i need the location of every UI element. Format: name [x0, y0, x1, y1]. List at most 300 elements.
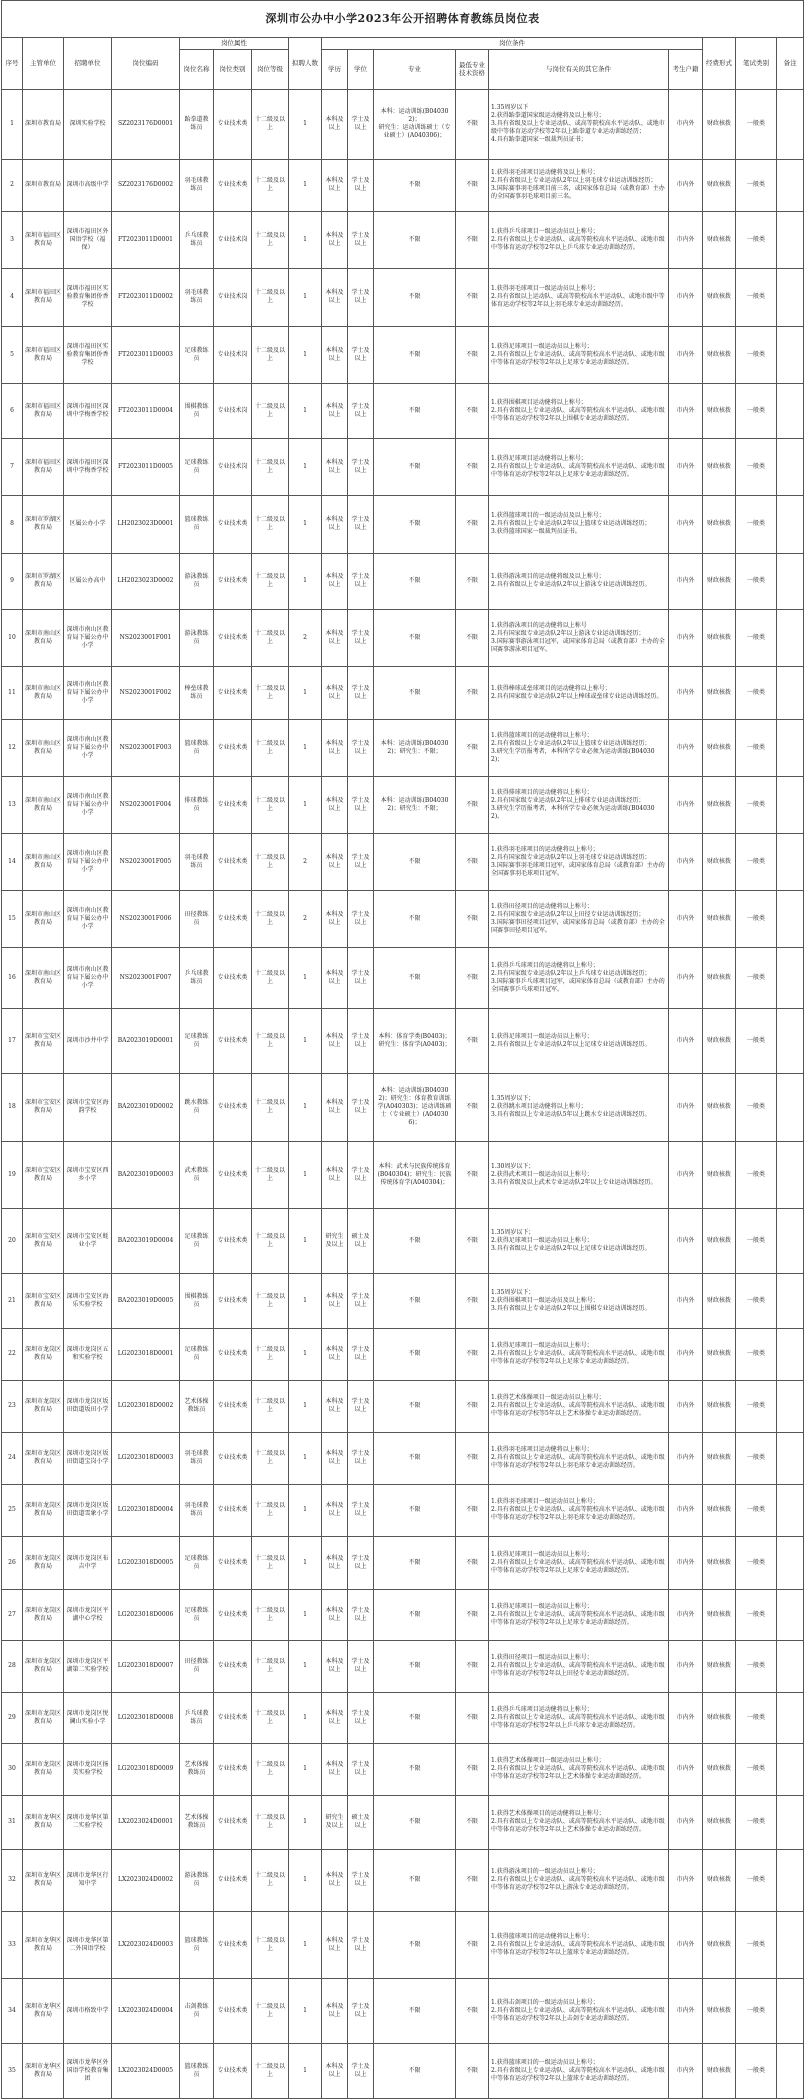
unit-cell: 深圳市龙华区第二实验学校 [64, 1795, 112, 1849]
hire-count-cell: 1 [289, 1141, 322, 1208]
funding-cell: 财政核拨 [703, 268, 736, 326]
unit-cell: 深圳市龙岗区平湖第二实验学校 [64, 1640, 112, 1692]
row-no-cell: 24 [2, 1432, 23, 1484]
position-name-cell: 跳水教练员 [180, 1073, 214, 1141]
dept-cell: 深圳市龙岗区教育局 [23, 1692, 64, 1743]
unit-cell: 深圳市南山区教育局下属公办中小学 [64, 666, 112, 719]
major-cell: 本科：体育学类(B0403)；研究生：体育学(A0403)； [374, 1008, 456, 1073]
funding-cell: 财政核拨 [703, 776, 736, 833]
remark-cell [777, 947, 804, 1008]
education-cell: 本科及以上 [322, 553, 348, 609]
position-code-cell: BA2023019D0005 [112, 1273, 180, 1328]
position-name-cell: 足球教练员 [180, 1589, 214, 1640]
exam-type-cell: 一般类 [736, 1795, 777, 1849]
table-row [2, 1589, 804, 1640]
hukou-cell: 市内外 [669, 1640, 703, 1692]
dept-cell: 深圳市龙岗区教育局 [23, 1640, 64, 1692]
dept-cell: 深圳市龙岗区教育局 [23, 1536, 64, 1589]
row-no-cell: 31 [2, 1795, 23, 1849]
position-name-cell: 足球教练员 [180, 438, 214, 495]
row-no-cell: 19 [2, 1141, 23, 1208]
major-cell: 本科：运动训练(B040302)；研究生：不限； [374, 719, 456, 776]
remark-cell [777, 2043, 804, 2098]
hire-count-cell: 2 [289, 833, 322, 890]
position-name-cell: 羽毛球教练员 [180, 159, 214, 211]
funding-cell: 财政核拨 [703, 666, 736, 719]
hire-count-cell: 1 [289, 1911, 322, 1978]
exam-type-cell: 一般类 [736, 553, 777, 609]
exam-type-cell: 一般类 [736, 383, 777, 438]
hukou-cell: 市内外 [669, 1795, 703, 1849]
position-code-cell: LX2023024D0001 [112, 1795, 180, 1849]
funding-cell: 财政核拨 [703, 890, 736, 947]
conditions-cell: 1.获得足球项目一级运动员以上称号； 2.具有省级以上专业运动队、或高等院校高水平运动队、或地市级中等体育运动学校等2年以上足球专业运动训练经历。 [489, 1589, 669, 1640]
funding-cell: 财政核拨 [703, 211, 736, 268]
hire-count-cell: 1 [289, 553, 322, 609]
level-cell: 十二级及以上 [252, 268, 289, 326]
major-cell: 不限 [374, 1640, 456, 1692]
table-row [2, 890, 804, 947]
education-cell: 本科及以上 [322, 1536, 348, 1589]
position-name-cell: 篮球教练员 [180, 495, 214, 553]
category-cell: 专业技术类 [214, 1911, 252, 1978]
hire-count-cell: 1 [289, 268, 322, 326]
row-no-cell: 13 [2, 776, 23, 833]
table-row [2, 326, 804, 383]
exam-type-cell: 一般类 [736, 1432, 777, 1484]
hire-count-cell: 1 [289, 2043, 322, 2098]
education-cell: 本科及以上 [322, 833, 348, 890]
degree-cell: 学士及以上 [348, 1743, 374, 1795]
hire-count-cell: 1 [289, 1380, 322, 1432]
position-name-cell: 足球教练员 [180, 1208, 214, 1273]
major-cell: 不限 [374, 1536, 456, 1589]
hire-count-cell: 1 [289, 1743, 322, 1795]
education-cell: 本科及以上 [322, 666, 348, 719]
position-name-cell: 足球教练员 [180, 1328, 214, 1380]
min-qualification-cell: 不限 [456, 2043, 489, 2098]
unit-cell: 深圳市沙井中学 [64, 1008, 112, 1073]
unit-cell: 深圳市宝安区西乡小学 [64, 1141, 112, 1208]
table-row [2, 495, 804, 553]
header-level: 岗位等级 [252, 49, 289, 89]
hire-count-cell: 1 [289, 495, 322, 553]
funding-cell: 财政核拨 [703, 1484, 736, 1536]
hukou-cell: 市内外 [669, 89, 703, 159]
level-cell: 十二级及以上 [252, 947, 289, 1008]
position-code-cell: BA2023019D0004 [112, 1208, 180, 1273]
position-code-cell: LX2023024D0002 [112, 1849, 180, 1911]
min-qualification-cell: 不限 [456, 1849, 489, 1911]
hire-count-cell: 1 [289, 1849, 322, 1911]
level-cell: 十二级及以上 [252, 1380, 289, 1432]
funding-cell: 财政核拨 [703, 947, 736, 1008]
category-cell: 专业技术类 [214, 1795, 252, 1849]
position-name-cell: 羽毛球教练员 [180, 1484, 214, 1536]
hire-count-cell: 2 [289, 890, 322, 947]
remark-cell [777, 1589, 804, 1640]
exam-type-cell: 一般类 [736, 1273, 777, 1328]
unit-cell: 深圳市龙华区第二外国语学校 [64, 1911, 112, 1978]
row-no-cell: 6 [2, 383, 23, 438]
hukou-cell: 市内外 [669, 666, 703, 719]
education-cell: 研究生及以上 [322, 1208, 348, 1273]
position-name-cell: 排球教练员 [180, 776, 214, 833]
education-cell: 本科及以上 [322, 1141, 348, 1208]
remark-cell [777, 1911, 804, 1978]
hukou-cell: 市内外 [669, 2043, 703, 2098]
dept-cell: 深圳市龙岗区教育局 [23, 1328, 64, 1380]
dept-cell: 深圳市龙岗区教育局 [23, 1743, 64, 1795]
conditions-cell: 1.获得乒乓球项目的运动健将以上称号； 2.具有国家级专业运动队2年以上乒乓球专业运动训练经历； 3.国际赛事乒乓球项目冠军，或国家体育总局（或教育部）主办的全国赛事乒乓球项目冠军。 [489, 947, 669, 1008]
category-cell: 专业技术类 [214, 833, 252, 890]
conditions-cell: 1.获得足球项目一级运动员以上称号； 2.具有省级以上专业运动队、或高等院校高水平运动队、或地市级中等体育运动学校等2年以上足球专业运动训练经历。 [489, 1328, 669, 1380]
row-no-cell: 21 [2, 1273, 23, 1328]
position-code-cell: FT2023011D0002 [112, 268, 180, 326]
conditions-cell: 1.获得足球项目一级运动员以上称号； 2.具有省级以上专业运动队2年以上足球专业运动训练经历。 [489, 1008, 669, 1073]
major-cell: 不限 [374, 1380, 456, 1432]
education-cell: 本科及以上 [322, 1589, 348, 1640]
row-no-cell: 12 [2, 719, 23, 776]
row-no-cell: 8 [2, 495, 23, 553]
remark-cell [777, 776, 804, 833]
major-cell: 不限 [374, 609, 456, 666]
row-no-cell: 3 [2, 211, 23, 268]
major-cell: 不限 [374, 1692, 456, 1743]
hire-count-cell: 1 [289, 1536, 322, 1589]
exam-type-cell: 一般类 [736, 1536, 777, 1589]
major-cell: 不限 [374, 1849, 456, 1911]
hire-count-cell: 1 [289, 947, 322, 1008]
header-dept: 主管单位 [23, 38, 64, 90]
position-name-cell: 羽毛球教练员 [180, 268, 214, 326]
major-cell: 不限 [374, 666, 456, 719]
position-name-cell: 足球教练员 [180, 326, 214, 383]
degree-cell: 学士及以上 [348, 776, 374, 833]
exam-type-cell: 一般类 [736, 1208, 777, 1273]
min-qualification-cell: 不限 [456, 1536, 489, 1589]
category-cell: 专业技术岗 [214, 326, 252, 383]
conditions-cell: 1.获得田径项目的运动健将以上称号； 2.具有国家级专业运动队2年以上田径专业运动训练经历； 3.国际赛事田径项目冠军，或国家体育总局（或教育部）主办的全国赛事田径项目冠军。 [489, 890, 669, 947]
major-cell: 不限 [374, 833, 456, 890]
row-no-cell: 28 [2, 1640, 23, 1692]
degree-cell: 学士及以上 [348, 553, 374, 609]
exam-type-cell: 一般类 [736, 1849, 777, 1911]
header-edu: 学历 [322, 49, 348, 89]
position-name-cell: 艺术体操教练员 [180, 1795, 214, 1849]
position-name-cell: 乒乓球教练员 [180, 947, 214, 1008]
min-qualification-cell: 不限 [456, 1073, 489, 1141]
hukou-cell: 市内外 [669, 159, 703, 211]
hukou-cell: 市内外 [669, 268, 703, 326]
hukou-cell: 市内外 [669, 1073, 703, 1141]
position-name-cell: 足球教练员 [180, 1536, 214, 1589]
degree-cell: 学士及以上 [348, 890, 374, 947]
degree-cell: 学士及以上 [348, 609, 374, 666]
level-cell: 十二级及以上 [252, 2043, 289, 2098]
remark-cell [777, 495, 804, 553]
funding-cell: 财政核拨 [703, 438, 736, 495]
position-name-cell: 足球教练员 [180, 1008, 214, 1073]
level-cell: 十二级及以上 [252, 1141, 289, 1208]
conditions-cell: 1.获得足球项目一级运动员以上称号； 2.具有省级以上专业运动队、或高等院校高水平运动队、或地市级中等体育运动学校等2年以上足球专业运动训练经历。 [489, 326, 669, 383]
hukou-cell: 市内外 [669, 890, 703, 947]
hire-count-cell: 1 [289, 1073, 322, 1141]
header-unit: 招聘单位 [64, 38, 112, 90]
major-cell: 不限 [374, 553, 456, 609]
hire-count-cell: 1 [289, 438, 322, 495]
education-cell: 本科及以上 [322, 776, 348, 833]
dept-cell: 深圳市南山区教育局 [23, 609, 64, 666]
category-cell: 专业技术岗 [214, 438, 252, 495]
hukou-cell: 市内外 [669, 438, 703, 495]
dept-cell: 深圳市龙华区教育局 [23, 1978, 64, 2043]
table-row [2, 1978, 804, 2043]
table-row [2, 1073, 804, 1141]
degree-cell: 学士及以上 [348, 947, 374, 1008]
position-code-cell: BA2023019D0002 [112, 1073, 180, 1141]
degree-cell: 学士及以上 [348, 1911, 374, 1978]
funding-cell: 财政核拨 [703, 159, 736, 211]
min-qualification-cell: 不限 [456, 1743, 489, 1795]
min-qualification-cell: 不限 [456, 719, 489, 776]
dept-cell: 深圳市南山区教育局 [23, 666, 64, 719]
unit-cell: 深圳市宝安区海乐实验学校 [64, 1273, 112, 1328]
dept-cell: 深圳市罗湖区教育局 [23, 495, 64, 553]
hire-count-cell: 1 [289, 1432, 322, 1484]
degree-cell: 学士及以上 [348, 666, 374, 719]
education-cell: 本科及以上 [322, 211, 348, 268]
hire-count-cell: 1 [289, 1692, 322, 1743]
row-no-cell: 17 [2, 1008, 23, 1073]
degree-cell: 学士及以上 [348, 1849, 374, 1911]
min-qualification-cell: 不限 [456, 1589, 489, 1640]
exam-type-cell: 一般类 [736, 1141, 777, 1208]
unit-cell: 深圳市南山区教育局下属公办中小学 [64, 890, 112, 947]
hukou-cell: 市内外 [669, 1273, 703, 1328]
degree-cell: 学士及以上 [348, 1432, 374, 1484]
funding-cell: 财政核拨 [703, 1640, 736, 1692]
min-qualification-cell: 不限 [456, 833, 489, 890]
level-cell: 十二级及以上 [252, 1536, 289, 1589]
position-name-cell: 游泳教练员 [180, 609, 214, 666]
exam-type-cell: 一般类 [736, 1008, 777, 1073]
header-exam: 笔试类别 [736, 38, 777, 90]
table-row [2, 609, 804, 666]
major-cell: 不限 [374, 1328, 456, 1380]
conditions-cell: 1.获得艺术体操项目一级运动员以上称号； 2.具有省级以上专业运动队、或高等院校高水平运动队、或地市级中等体育运动学校等2年以上艺术体操专业运动训练经历。 [489, 1743, 669, 1795]
funding-cell: 财政核拨 [703, 1589, 736, 1640]
exam-type-cell: 一般类 [736, 268, 777, 326]
hukou-cell: 市内外 [669, 1208, 703, 1273]
major-cell: 本科：运动训练(B040302)； 研究生：运动训练硕士（专业硕士）(A040306)； [374, 89, 456, 159]
position-code-cell: NS2023001F005 [112, 833, 180, 890]
dept-cell: 深圳市罗湖区教育局 [23, 553, 64, 609]
table-row [2, 1432, 804, 1484]
unit-cell: 深圳市龙华区外国语学校教育集团 [64, 2043, 112, 2098]
hukou-cell: 市内外 [669, 1589, 703, 1640]
header-fund: 经费形式 [703, 38, 736, 90]
conditions-cell: 1.35周岁以下 2.获得跆拳道国家级运动健将及以上称号； 3.具有省级及以上专业运动队、或高等院校高水平运动队、或地市级中等体育运动学校等2年以上跆拳道专业运动训练经历； 4.具有跆拳道国家一级裁判员证书； [489, 89, 669, 159]
exam-type-cell: 一般类 [736, 326, 777, 383]
level-cell: 十二级及以上 [252, 383, 289, 438]
degree-cell: 学士及以上 [348, 1380, 374, 1432]
dept-cell: 深圳市福田区教育局 [23, 268, 64, 326]
remark-cell [777, 1073, 804, 1141]
position-code-cell: LG2023018D0002 [112, 1380, 180, 1432]
dept-cell: 深圳市宝安区教育局 [23, 1008, 64, 1073]
funding-cell: 财政核拨 [703, 383, 736, 438]
exam-type-cell: 一般类 [736, 1380, 777, 1432]
hukou-cell: 市内外 [669, 1008, 703, 1073]
hire-count-cell: 2 [289, 609, 322, 666]
min-qualification-cell: 不限 [456, 495, 489, 553]
min-qualification-cell: 不限 [456, 666, 489, 719]
unit-cell: 深圳市宝安区海韵学校 [64, 1073, 112, 1141]
hire-count-cell: 1 [289, 383, 322, 438]
conditions-cell: 1.获得羽毛球项目运动健将以上称号； 2.具有省级以上专业运动队、或高等院校高水平运动队、或地市级中等体育运动学校等2年以上羽毛球专业运动训练经历。 [489, 1432, 669, 1484]
degree-cell: 学士及以上 [348, 1978, 374, 2043]
exam-type-cell: 一般类 [736, 89, 777, 159]
header-name: 岗位名称 [180, 49, 214, 89]
exam-type-cell: 一般类 [736, 1911, 777, 1978]
conditions-cell: 1.获得羽毛球项目一级运动员以上称号； 2.具有省级以上专业运动队、或高等院校高水平运动队、或地市级中等体育运动学校等2年以上羽毛球专业运动训练经历。 [489, 1484, 669, 1536]
remark-cell [777, 438, 804, 495]
exam-type-cell: 一般类 [736, 1328, 777, 1380]
major-cell: 不限 [374, 1208, 456, 1273]
category-cell: 专业技术类 [214, 1484, 252, 1536]
category-cell: 专业技术类 [214, 89, 252, 159]
dept-cell: 深圳市南山区教育局 [23, 776, 64, 833]
major-cell: 不限 [374, 159, 456, 211]
hukou-cell: 市内外 [669, 719, 703, 776]
remark-cell [777, 609, 804, 666]
level-cell: 十二级及以上 [252, 89, 289, 159]
min-qualification-cell: 不限 [456, 1328, 489, 1380]
dept-cell: 深圳市南山区教育局 [23, 947, 64, 1008]
degree-cell: 学士及以上 [348, 1273, 374, 1328]
funding-cell: 财政核拨 [703, 1328, 736, 1380]
major-cell: 不限 [374, 890, 456, 947]
category-cell: 专业技术类 [214, 1380, 252, 1432]
major-cell: 不限 [374, 383, 456, 438]
position-code-cell: FT2023011D0003 [112, 326, 180, 383]
position-code-cell: NS2023001F007 [112, 947, 180, 1008]
position-code-cell: LG2023018D0009 [112, 1743, 180, 1795]
conditions-cell: 1.获得篮球项目的一级运动员及以上称号； 2.具有省级以上专业运动队2年以上篮球专业运动训练经历； 3.获得篮球国家一级裁判员证书。 [489, 495, 669, 553]
level-cell: 十二级及以上 [252, 211, 289, 268]
header-hukou: 考生户籍 [669, 49, 703, 89]
funding-cell: 财政核拨 [703, 553, 736, 609]
min-qualification-cell: 不限 [456, 1380, 489, 1432]
position-code-cell: NS2023001F002 [112, 666, 180, 719]
position-code-cell: LG2023018D0006 [112, 1589, 180, 1640]
row-no-cell: 35 [2, 2043, 23, 2098]
major-cell: 本科：武术与民族传统体育(B040304)；研究生：民族传统体育学(A040304)； [374, 1141, 456, 1208]
education-cell: 本科及以上 [322, 1911, 348, 1978]
education-cell: 本科及以上 [322, 2043, 348, 2098]
education-cell: 本科及以上 [322, 1380, 348, 1432]
position-name-cell: 篮球教练员 [180, 719, 214, 776]
degree-cell: 学士及以上 [348, 833, 374, 890]
position-name-cell: 乒乓球教练员 [180, 1692, 214, 1743]
unit-cell: 深圳市南山区教育局下属公办中小学 [64, 776, 112, 833]
category-cell: 专业技术类 [214, 1743, 252, 1795]
conditions-cell: 1.获得足球项目运动健将以上称号； 2.具有省级以上专业运动队、或高等院校高水平运动队、或地市级中等体育运动学校等2年以上足球专业运动训练经历。 [489, 438, 669, 495]
remark-cell [777, 1795, 804, 1849]
table-row [2, 1743, 804, 1795]
remark-cell [777, 1328, 804, 1380]
position-name-cell: 游泳教练员 [180, 1849, 214, 1911]
level-cell: 十二级及以上 [252, 159, 289, 211]
hire-count-cell: 1 [289, 1978, 322, 2043]
unit-cell: 深圳市福田区实验教育集团侨香学校 [64, 326, 112, 383]
table-row [2, 1536, 804, 1589]
hukou-cell: 市内外 [669, 1432, 703, 1484]
category-cell: 专业技术类 [214, 1432, 252, 1484]
position-name-cell: 羽毛球教练员 [180, 1432, 214, 1484]
dept-cell: 深圳市龙华区教育局 [23, 1911, 64, 1978]
remark-cell [777, 211, 804, 268]
major-cell: 本科：运动训练(B040302)；研究生：不限； [374, 776, 456, 833]
table-row [2, 1008, 804, 1073]
degree-cell: 硕士及以上 [348, 1208, 374, 1273]
unit-cell: 深圳市龙岗区坂田街道坂田小学 [64, 1380, 112, 1432]
dept-cell: 深圳市龙华区教育局 [23, 2043, 64, 2098]
hire-count-cell: 1 [289, 1589, 322, 1640]
header-code: 岗位编码 [112, 38, 180, 90]
hukou-cell: 市内外 [669, 1484, 703, 1536]
unit-cell: 深圳实验学校 [64, 89, 112, 159]
conditions-cell: 1.获得艺术体操项目的运动健将以上称号； 2.具有省级以上专业运动队、或高等院校高水平运动队、或地市级中等体育运动学校等2年以上艺术体操专业运动训练经历。 [489, 1795, 669, 1849]
level-cell: 十二级及以上 [252, 719, 289, 776]
remark-cell [777, 1380, 804, 1432]
conditions-cell: 1.获得羽毛球项目的运动健将以上称号； 2.具有国家级专业运动队2年以上羽毛球专业运动训练经历； 3.国际赛事羽毛球项目冠军，或国家体育总局（或教育部）主办的全国赛事羽毛球项目冠军。 [489, 833, 669, 890]
funding-cell: 财政核拨 [703, 1073, 736, 1141]
dept-cell: 深圳市福田区教育局 [23, 326, 64, 383]
major-cell: 不限 [374, 947, 456, 1008]
row-no-cell: 5 [2, 326, 23, 383]
level-cell: 十二级及以上 [252, 1432, 289, 1484]
education-cell: 本科及以上 [322, 890, 348, 947]
hukou-cell: 市内外 [669, 1849, 703, 1911]
education-cell: 本科及以上 [322, 1008, 348, 1073]
table-row [2, 159, 804, 211]
dept-cell: 深圳市福田区教育局 [23, 211, 64, 268]
row-no-cell: 1 [2, 89, 23, 159]
degree-cell: 学士及以上 [348, 2043, 374, 2098]
level-cell: 十二级及以上 [252, 1008, 289, 1073]
category-cell: 专业技术类 [214, 666, 252, 719]
conditions-cell: 1.获得游泳项目的运动健将级及以上称号； 2.具有省级以上专业运动队2年以上游泳专业运动训练经历。 [489, 553, 669, 609]
level-cell: 十二级及以上 [252, 666, 289, 719]
major-cell: 不限 [374, 438, 456, 495]
funding-cell: 财政核拨 [703, 1795, 736, 1849]
level-cell: 十二级及以上 [252, 1484, 289, 1536]
table-row [2, 438, 804, 495]
unit-cell: 深圳市南山区教育局下属公办中小学 [64, 947, 112, 1008]
level-cell: 十二级及以上 [252, 609, 289, 666]
table-row [2, 833, 804, 890]
position-code-cell: LG2023018D0005 [112, 1536, 180, 1589]
hukou-cell: 市内外 [669, 1911, 703, 1978]
position-name-cell: 围棋教练员 [180, 383, 214, 438]
hukou-cell: 市内外 [669, 1380, 703, 1432]
major-cell: 不限 [374, 1911, 456, 1978]
hire-count-cell: 1 [289, 1640, 322, 1692]
degree-cell: 硕士及以上 [348, 1795, 374, 1849]
level-cell: 十二级及以上 [252, 1208, 289, 1273]
